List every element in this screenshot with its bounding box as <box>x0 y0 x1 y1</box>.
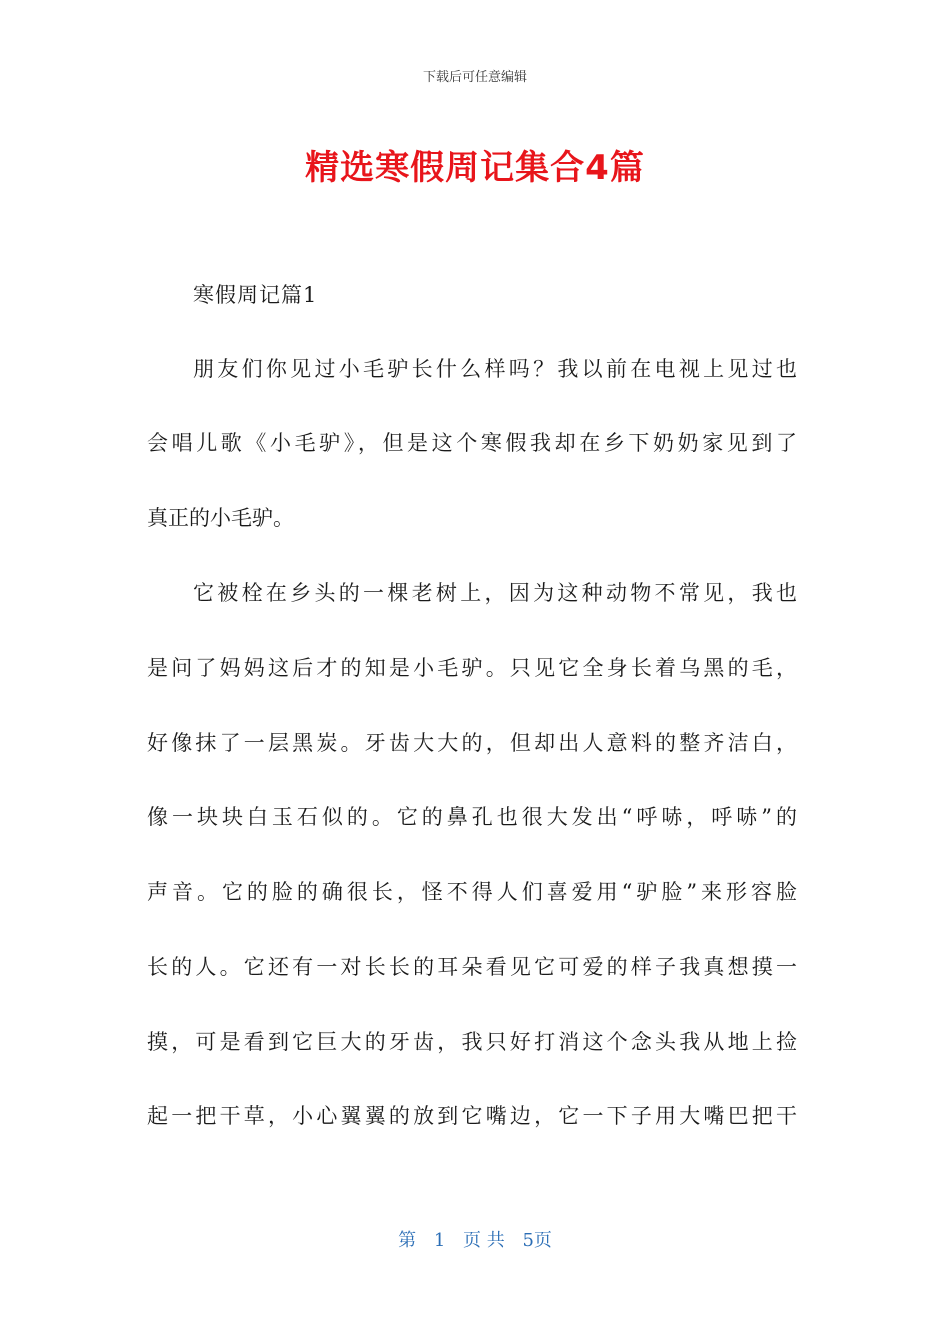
text-line: 好像抹了一层黑炭。牙齿大大的，但却出人意料的整齐洁白， <box>147 731 797 755</box>
text-line: 长的人。它还有一对长长的耳朵看见它可爱的样子我真想摸一 <box>147 955 797 979</box>
text-line: 会唱儿歌《小毛驴》，但是这个寒假我却在乡下奶奶家见到了 <box>147 431 797 455</box>
header-note: 下载后可任意编辑 <box>422 70 527 85</box>
footer-total: 5页 <box>522 1230 552 1251</box>
text-line: 它被栓在乡头的一棵老树上，因为这种动物不常见，我也 <box>193 581 797 605</box>
footer-page-number: 1 <box>433 1230 446 1251</box>
text-line: 声音。它的脸的确很长，怪不得人们喜爱用“驴脸”来形容脸 <box>147 880 797 904</box>
page-footer <box>0 1226 950 1252</box>
footer-prefix: 第 <box>398 1230 417 1251</box>
text-line: 是问了妈妈这后才的知是小毛驴。只见它全身长着乌黑的毛， <box>147 656 797 680</box>
text-line: 真正的小毛驴。 <box>147 506 294 530</box>
text-line: 摸，可是看到它巨大的牙齿，我只好打消这个念头我从地上捡 <box>147 1030 797 1054</box>
document-title: 精选寒假周记集合4篇 <box>305 148 645 188</box>
text-line: 起一把干草，小心翼翼的放到它嘴边，它一下子用大嘴巴把干 <box>147 1104 797 1128</box>
text-line: 像一块块白玉石似的。它的鼻孔也很大发出“呼哧，呼哧”的 <box>147 805 797 829</box>
text-line: 朋友们你见过小毛驴长什么样吗？我以前在电视上见过也 <box>193 357 797 381</box>
section-heading: 寒假周记篇1 <box>193 283 318 307</box>
footer-middle: 页 共 <box>463 1230 505 1251</box>
